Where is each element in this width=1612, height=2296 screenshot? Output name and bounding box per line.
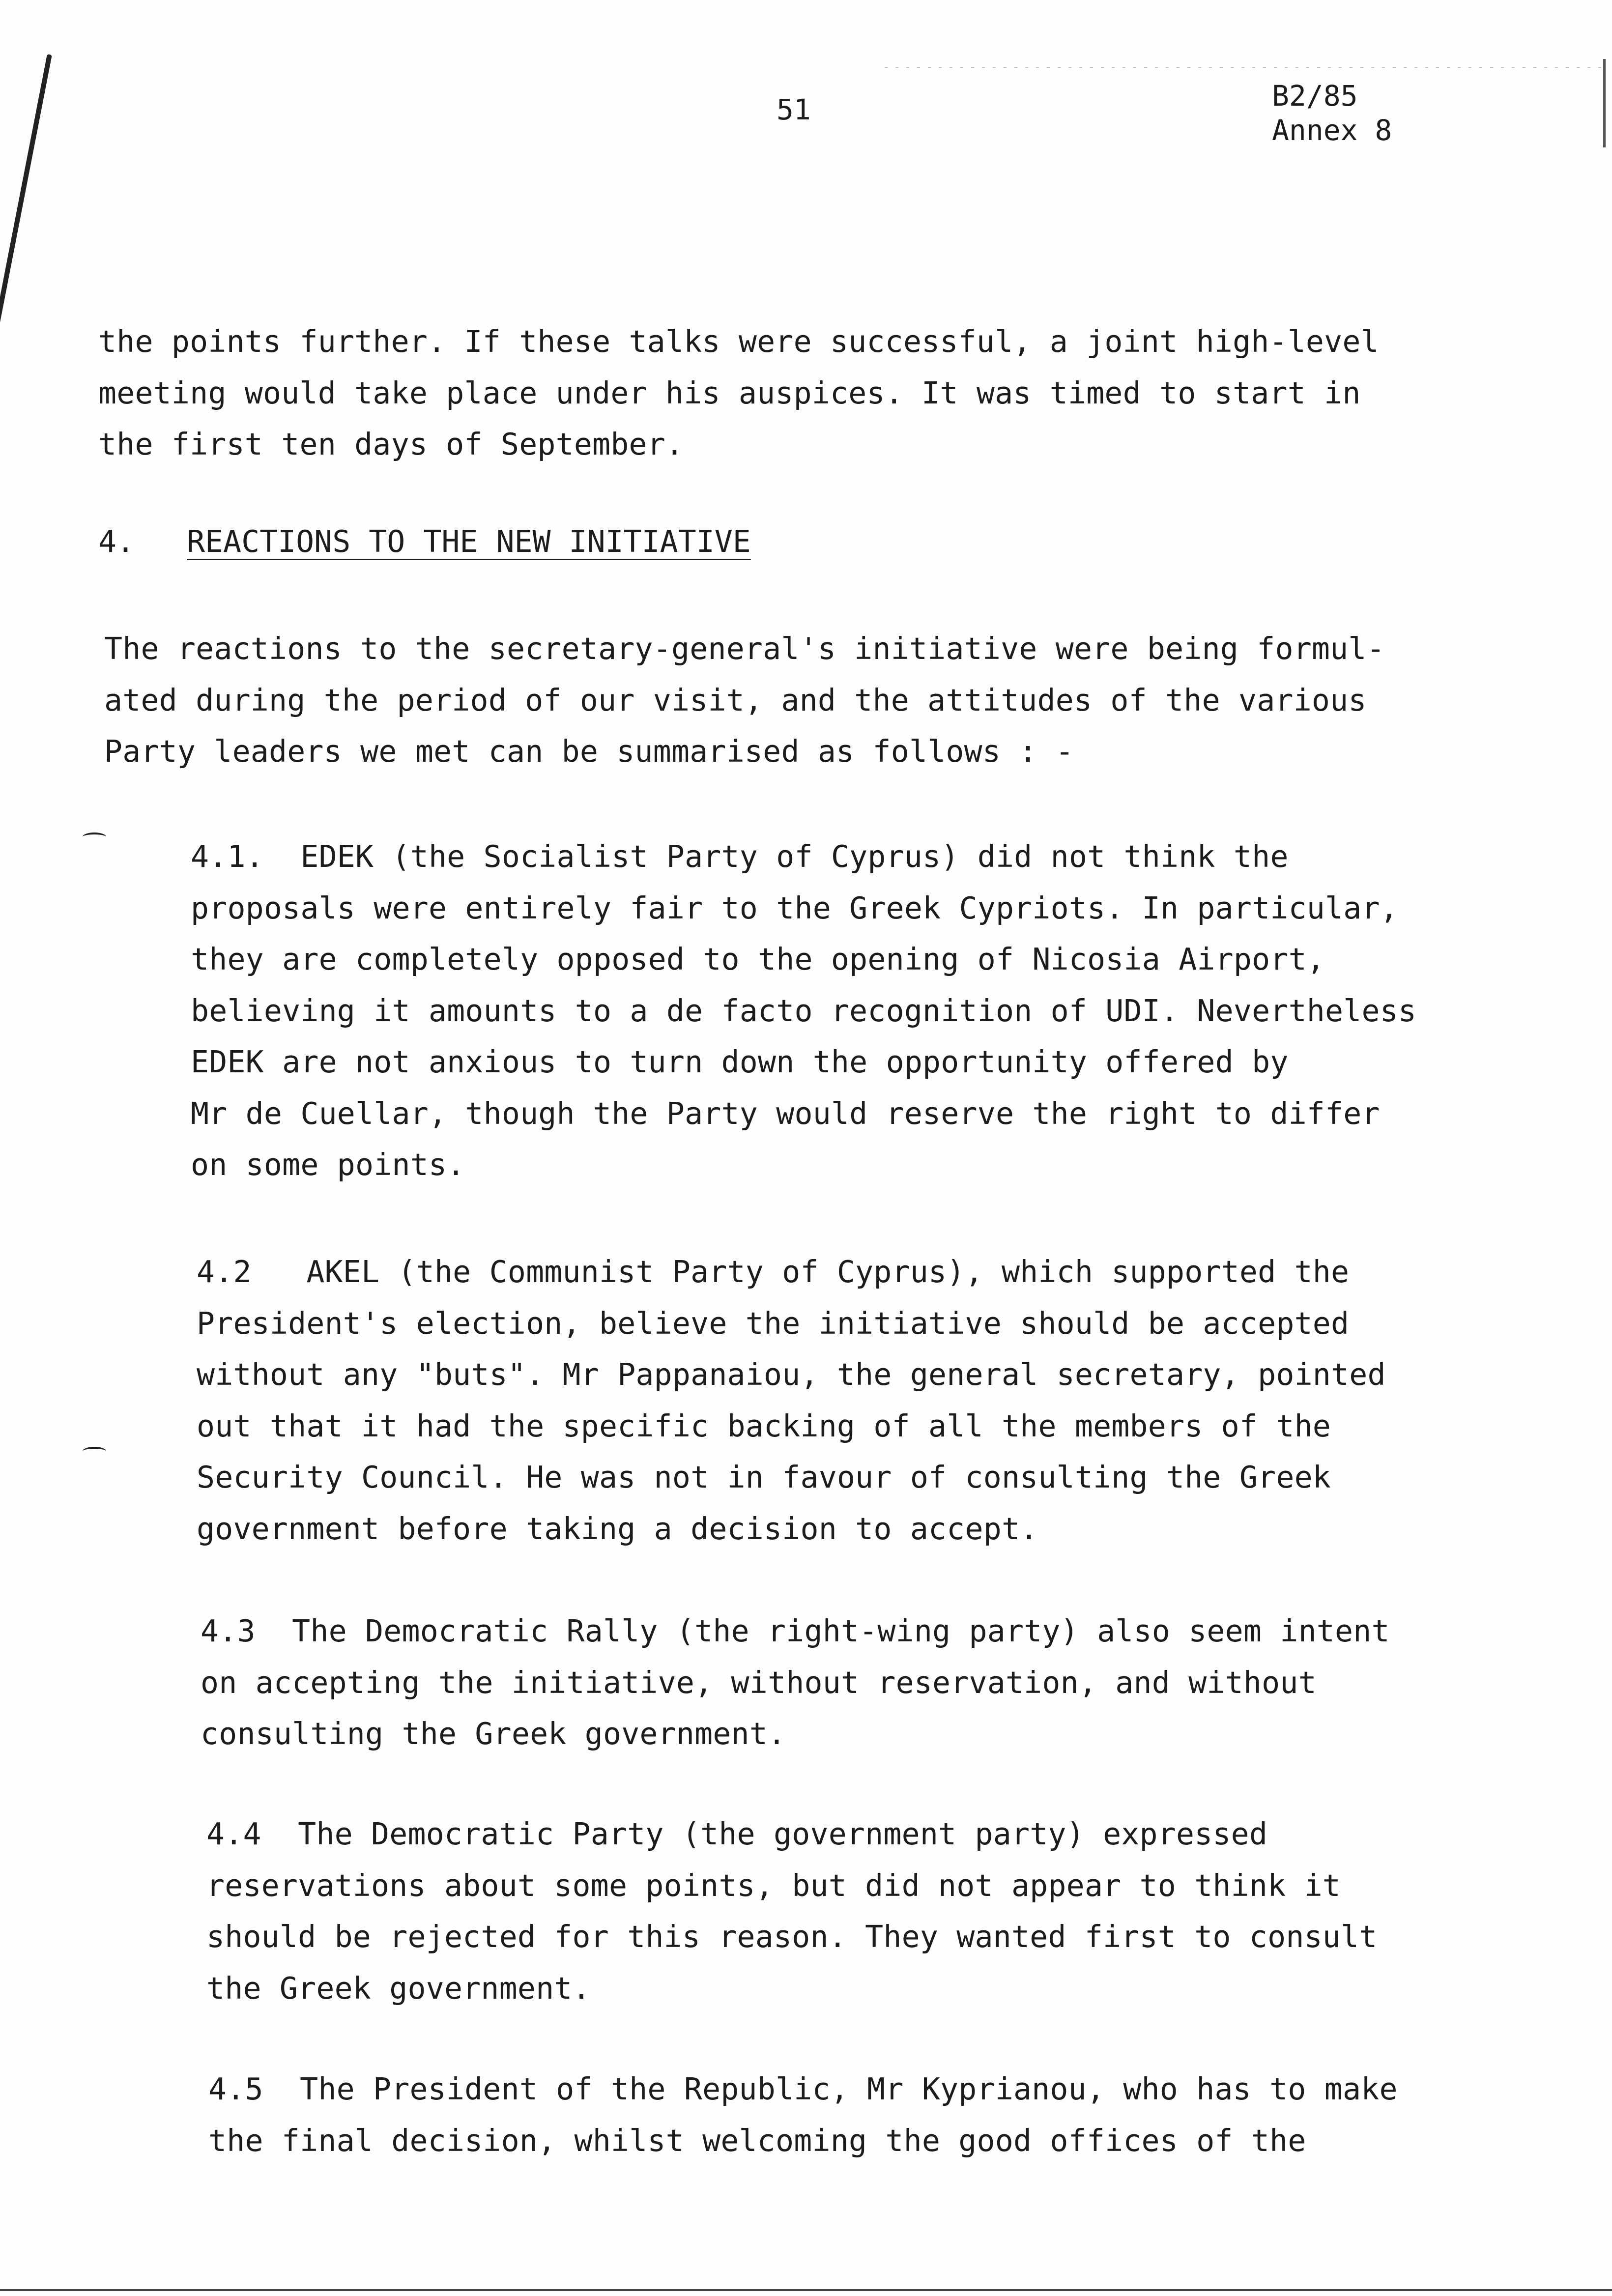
text-line: on some points. [191,1147,465,1182]
text-line: on accepting the initiative, without reservation, and without [201,1665,1317,1700]
text-line: believing it amounts to a de facto recognition of UDI. Nevertheless [191,993,1417,1029]
page-number: 51 [777,93,811,126]
text-line: President's election, believe the initiative should be accepted [197,1305,1350,1341]
text-line: out that it had the specific backing of all the members of the [197,1408,1331,1444]
text-line: 4.3 The Democratic Rally (the right-wing party) also seem intent [201,1613,1390,1649]
text-line: proposals were entirely fair to the Greek Cypriots. In particular, [191,890,1398,926]
paragraph-4-3 [201,1606,1390,1760]
section-number: 4. [98,524,135,559]
text-line: 4.5 The President of the Republic, Mr Kyprianou, who has to make [208,2071,1398,2107]
margin-tick-mark [83,832,106,841]
text-line: should be rejected for this reason. They wanted first to consult [206,1919,1378,1954]
text-line: the Greek government. [206,1970,591,2006]
text-line: Security Council. He was not in favour of consulting the Greek [197,1460,1331,1495]
text-line: they are completely opposed to the opening of Nicosia Airport, [191,942,1325,977]
text-line: 4.4 The Democratic Party (the government party) expressed [206,1816,1268,1852]
margin-tick-mark [83,1447,106,1456]
text-line: Party leaders we met can be summarised as follows : - [104,734,1074,769]
text-line: ated during the period of our visit, and the attitudes of the various [104,682,1367,718]
section-title: REACTIONS TO THE NEW INITIATIVE [187,524,751,559]
paragraph-4-1 [191,831,1416,1191]
paragraph-4-5 [208,2064,1398,2166]
text-line: the final decision, whilst welcoming the good offices of the [208,2123,1306,2158]
page-edge-mark [1603,59,1606,147]
continuation-paragraph [98,316,1379,470]
paragraph-4-2 [197,1246,1386,1554]
margin-pen-stroke [0,54,52,364]
intro-paragraph [104,623,1385,777]
text-line: 4.2 AKEL (the Communist Party of Cyprus), which supported the [197,1254,1350,1290]
text-line: meeting would take place under his auspices. It was timed to start in [98,375,1361,411]
text-line: reservations about some points, but did not appear to think it [206,1867,1341,1903]
section-heading [98,522,751,561]
text-line: government before taking a decision to accept. [197,1511,1038,1547]
annex-label: Annex 8 [1272,114,1392,147]
text-line: 4.1. EDEK (the Socialist Party of Cyprus) did not think the [191,839,1289,874]
text-line: Mr de Cuellar, though the Party would reserve the right to differ [191,1095,1380,1131]
scan-noise [885,67,1602,68]
text-line: consulting the Greek government. [201,1716,786,1751]
text-line: without any "buts". Mr Pappanaiou, the general secretary, pointed [197,1357,1386,1392]
reference-code: B2/85 [1272,79,1358,113]
page-bottom-edge [0,2289,1612,2291]
paragraph-4-4 [206,1808,1377,2014]
text-line: the first ten days of September. [98,427,684,462]
document-reference [1272,79,1392,147]
text-line: EDEK are not anxious to turn down the opportunity offered by [191,1044,1289,1080]
text-line: The reactions to the secretary-general's initiative were being formul- [104,631,1385,666]
text-line: the points further. If these talks were successful, a joint high-level [98,324,1379,359]
